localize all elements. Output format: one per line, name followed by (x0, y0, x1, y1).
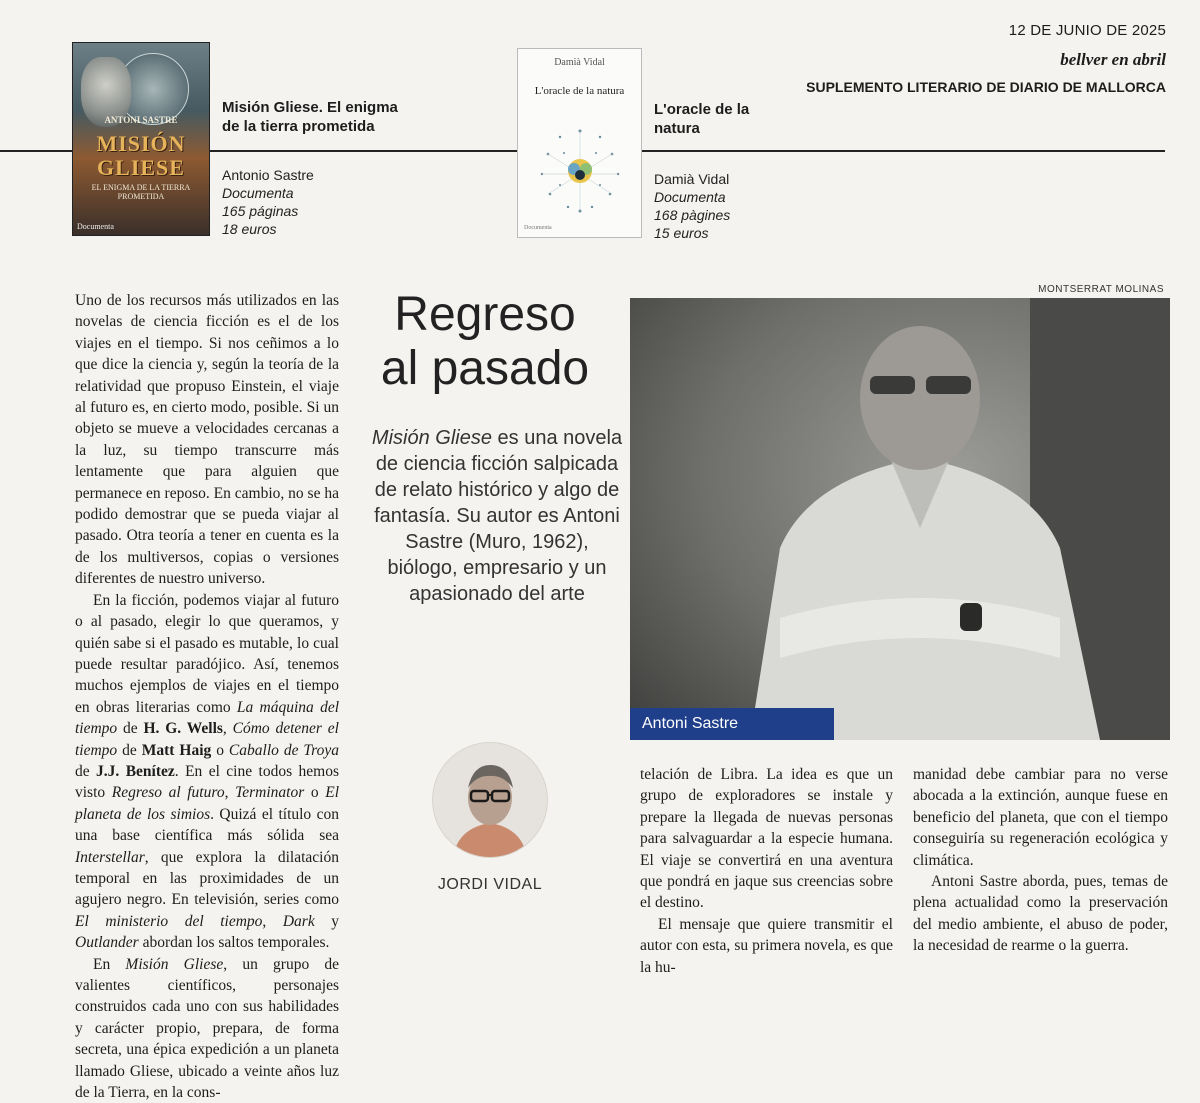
book-price: 18 euros (222, 221, 277, 237)
issue-date: 12 DE JUNIO DE 2025 (1008, 22, 1166, 39)
book-author: Antonio Sastre (222, 167, 314, 183)
portrait-illustration (630, 298, 1170, 740)
author-portrait-photo (630, 298, 1170, 740)
article-column-2 (640, 764, 893, 978)
book-pages: 165 páginas (222, 203, 299, 219)
book-pages: 168 pàgines (654, 207, 731, 223)
photo-credit: MONTSERRAT MOLINAS (1038, 284, 1164, 295)
cover-subtitle: EL ENIGMA DE LA TIERRA PROMETIDA (91, 183, 191, 201)
paragraph: El mensaje que quiere transmitir el autor con esta, su primera novela, es que la hu- (640, 915, 893, 976)
book-title: Misión Gliese. El enigma de la tierra prometida (222, 99, 398, 135)
cover-title-line1: MISIÓN (96, 131, 186, 156)
paragraph: telación de Libra. La idea es que un grupo de exploradores se instale y prepare la llegada de nuevas personas para salvaguardar a la especie humana. El viaje se convertirá en una aventura que pondrá en jaque sus creencias sobre el destino. (640, 766, 893, 912)
byline-avatar-illustration (433, 743, 547, 857)
cover-author: Damià Vidal (554, 57, 605, 68)
book-meta (222, 166, 392, 238)
book-publisher: Documenta (654, 189, 726, 205)
standfirst: Misión Gliese es una novela de ciencia ficción salpicada de relato histórico y algo de fantasía. Su autor es Antoni Sastre (Muro, 1962), biólogo, empresario y un apasionado del arte (371, 427, 623, 605)
paragraph: Antoni Sastre aborda, pues, temas de plena actualidad como la preservación del medio ambiente, el abuso de poder, la necesidad de rearme o la guerra. (913, 873, 1168, 955)
book-author: Damià Vidal (654, 171, 730, 187)
article-column-1 (75, 290, 339, 1103)
byline-name: JORDI VIDAL (437, 876, 543, 893)
book-price: 15 euros (654, 225, 709, 241)
headline: Regreso al pasado (380, 288, 590, 395)
book-publisher: Documenta (222, 185, 294, 201)
book-cover-oracle (517, 48, 642, 238)
cover-publisher-logo: Documenta (524, 225, 552, 231)
cover-title-line2: GLIESE (97, 155, 185, 180)
article-column-3 (913, 764, 1168, 957)
cover-author: ANTONI SASTRE (104, 115, 178, 125)
book-title: L'oracle de la natura (654, 101, 750, 137)
paragraph: manidad debe cambiar para no verse abocada a la extinción, aunque fuese en beneficio del planeta, que con el tiempo conseguiría su regeneración ecológica y climática. (913, 766, 1168, 869)
cover-constellation-illustration (530, 119, 630, 219)
paragraph: Uno de los recursos más utilizados en las novelas de ciencia ficción es el de los viajes en el tiempo. Si nos ceñimos a lo que dice la ciencia y, según la teoría de la relatividad que propuso Einstein, el viaje al futuro es, en cierto modo, posible. Si un objeto se mueve a velocidades cercanas a la luz, su tiempo transcurre más lentamente que para alguien que permanece en reposo. En cambio, no se ha podido demostrar que se pueda viajar al pasado. Otra teoría a tener en cuenta es la de los multiversos, copias o versiones diferentes de nuestro universo. (75, 292, 339, 588)
byline-avatar (432, 742, 548, 858)
photo-caption: Antoni Sastre (630, 708, 834, 740)
book-meta (654, 170, 784, 242)
section-brand: bellver en abril (1060, 50, 1166, 69)
book-cover-mision-gliese (72, 42, 210, 236)
supplement-name: SUPLEMENTO LITERARIO DE DIARIO DE MALLORCA (806, 79, 1166, 95)
cover-publisher-logo: Documenta (77, 222, 114, 231)
paragraph: En la ficción, podemos viajar al futuro o al pasado, elegir lo que queramos, y quién sabe si el pasado es mutable, lo cual puede resultar paradójico. Así, tenemos muchos ejemplos de viajes en el tiempo en obras literarias como La máquina del tiempo de H. G. Wells, Cómo detener el tiempo de Matt Haig o Caballo de Troya de J.J. Benítez. En el cine todos hemos visto Regreso al futuro, Terminator o El planeta de los simios. Quizá el título con una base científica más sólida sea Interstellar, que explora la dilatación temporal en las proximidades de un agujero negro. En televisión, series como El ministerio del tiempo, Dark y Outlander abordan los saltos temporales. (75, 591, 340, 952)
paragraph: En Misión Gliese, un grupo de valientes científicos, personajes construidos cada uno con sus habilidades y carácter propio, prepara, de forma secreta, una épica expedición a un planeta llamado Gliese, ubicado a veinte años luz de la Tierra, en la cons- (75, 955, 340, 1102)
cover-title: L'oracle de la natura (534, 85, 625, 97)
